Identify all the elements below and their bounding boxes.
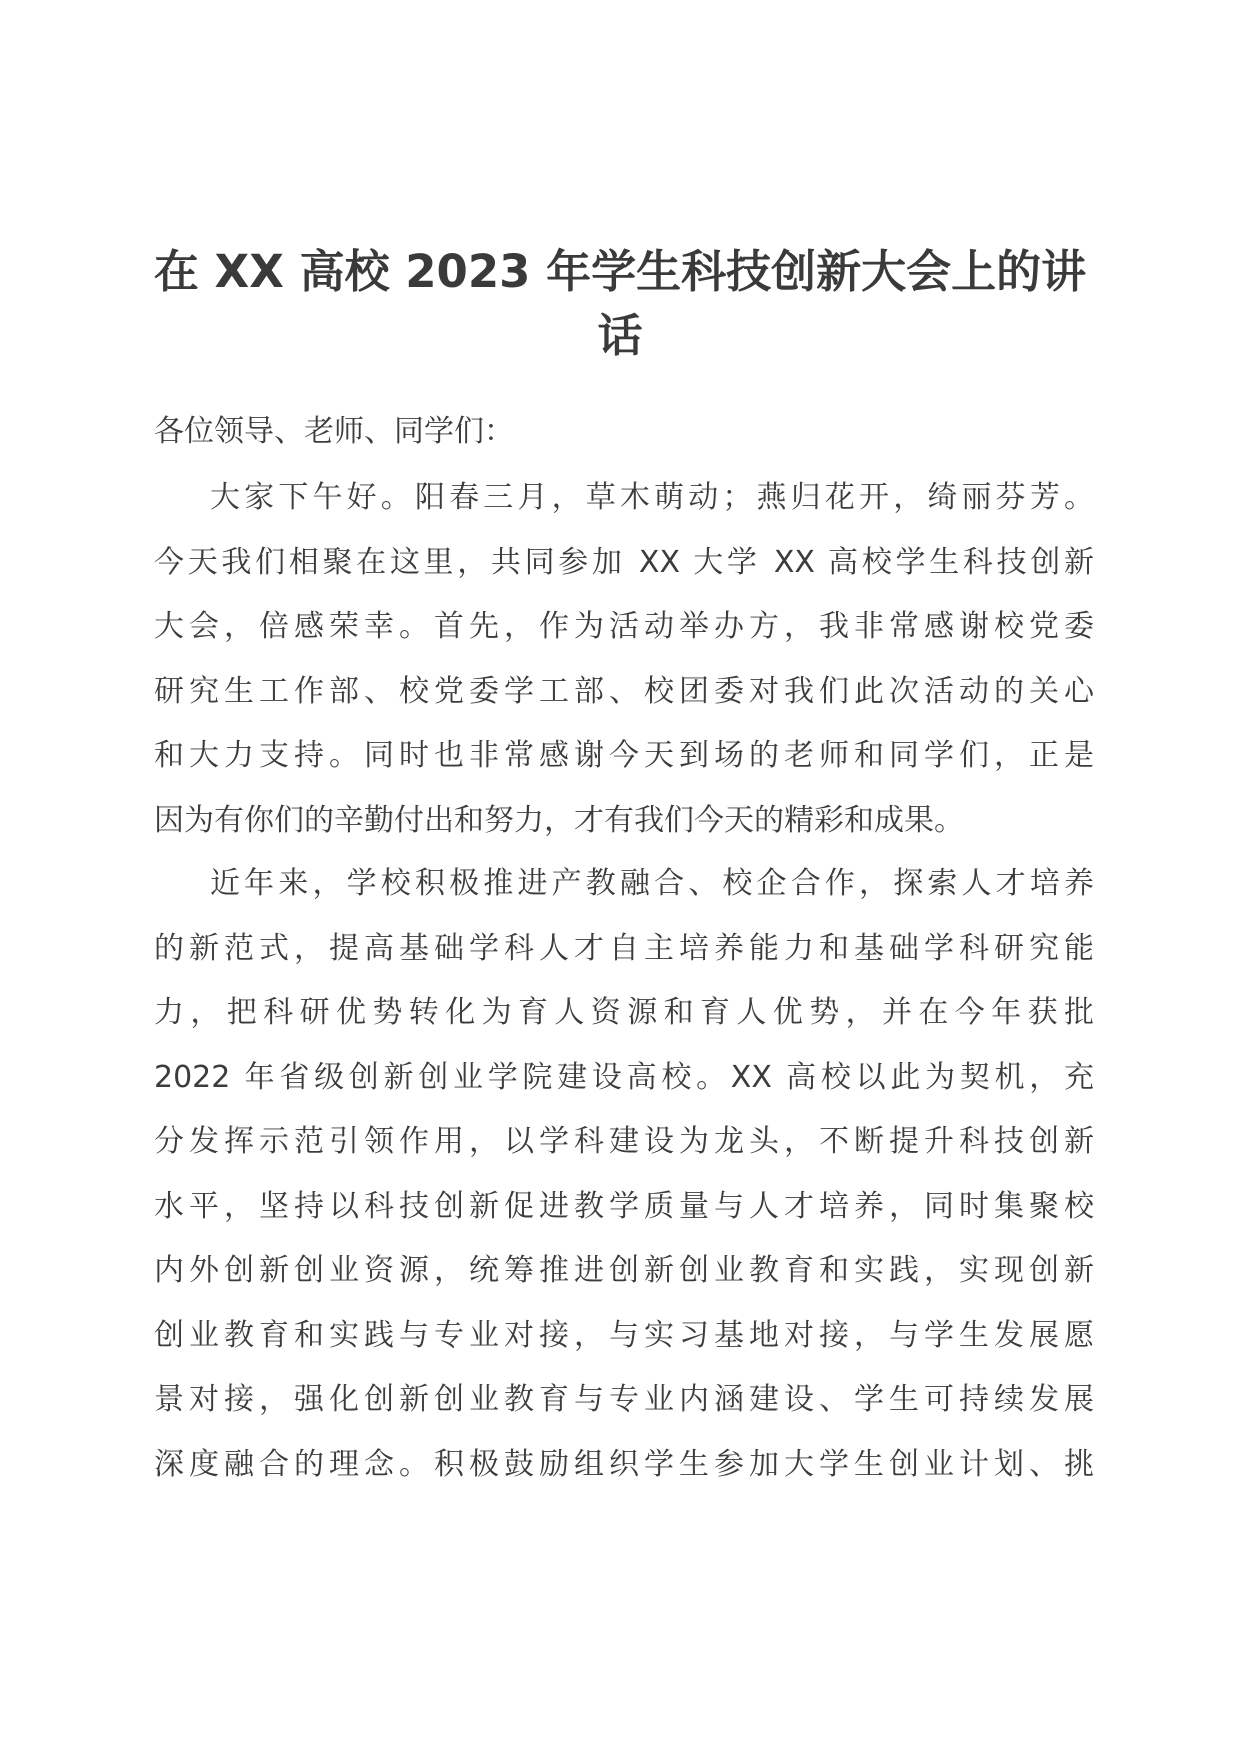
paragraph-line: 内外创新创业资源，统筹推进创新创业教育和实践，实现创新 [154,1253,1094,1288]
paragraph-line: 创业教育和实践与专业对接，与实习基地对接，与学生发展愿 [154,1317,1094,1353]
paragraph-line: 研究生工作部、校党委学工部、校团委对我们此次活动的关心 [154,673,1094,709]
paragraph-line: 分发挥示范引领作用，以学科建设为龙头，不断提升科技创新 [154,1124,1094,1159]
paragraph-line: 今天我们相聚在这里，共同参加 XX 大学 XX 高校学生科技创新 [154,544,1094,580]
paragraph-line: 大会，倍感荣幸。首先，作为活动举办方，我非常感谢校党委 [154,609,1094,644]
paragraph-line: 水平，坚持以科技创新促进教学质量与人才培养，同时集聚校 [154,1188,1094,1224]
paragraph-line: 因为有你们的辛勤付出和努力，才有我们今天的精彩和成果。 [154,802,964,838]
paragraph-line: 景对接，强化创新创业教育与专业内涵建设、学生可持续发展 [154,1382,1094,1417]
body-paragraph [154,852,1094,1497]
title-line: 在 XX 高校 2023 年学生科技创新大会上的讲 [153,245,1087,298]
paragraph-line: 近年来，学校积极推进产教融合、校企合作，探索人才培养 [210,866,1094,901]
salutation: 各位领导、老师、同学们： [154,414,514,449]
paragraph-line: 大家下午好。阳春三月，草木萌动；燕归花开，绮丽芬芳。 [210,480,1094,515]
paragraph-line: 力，把科研优势转化为育人资源和育人优势，并在今年获批 [154,995,1094,1030]
body-paragraph [154,466,1094,853]
paragraph-line: 的新范式，提高基础学科人才自主培养能力和基础学科研究能 [154,930,1094,966]
paragraph-line: 和大力支持。同时也非常感谢今天到场的老师和同学们，正是 [154,738,1094,773]
document-title [150,240,1090,368]
paragraph-line: 深度融合的理念。积极鼓励组织学生参加大学生创业计划、挑 [154,1446,1094,1482]
title-line: 话 [597,309,643,362]
paragraph-line: 2022 年省级创新创业学院建设高校。XX 高校以此为契机，充 [154,1059,1094,1095]
